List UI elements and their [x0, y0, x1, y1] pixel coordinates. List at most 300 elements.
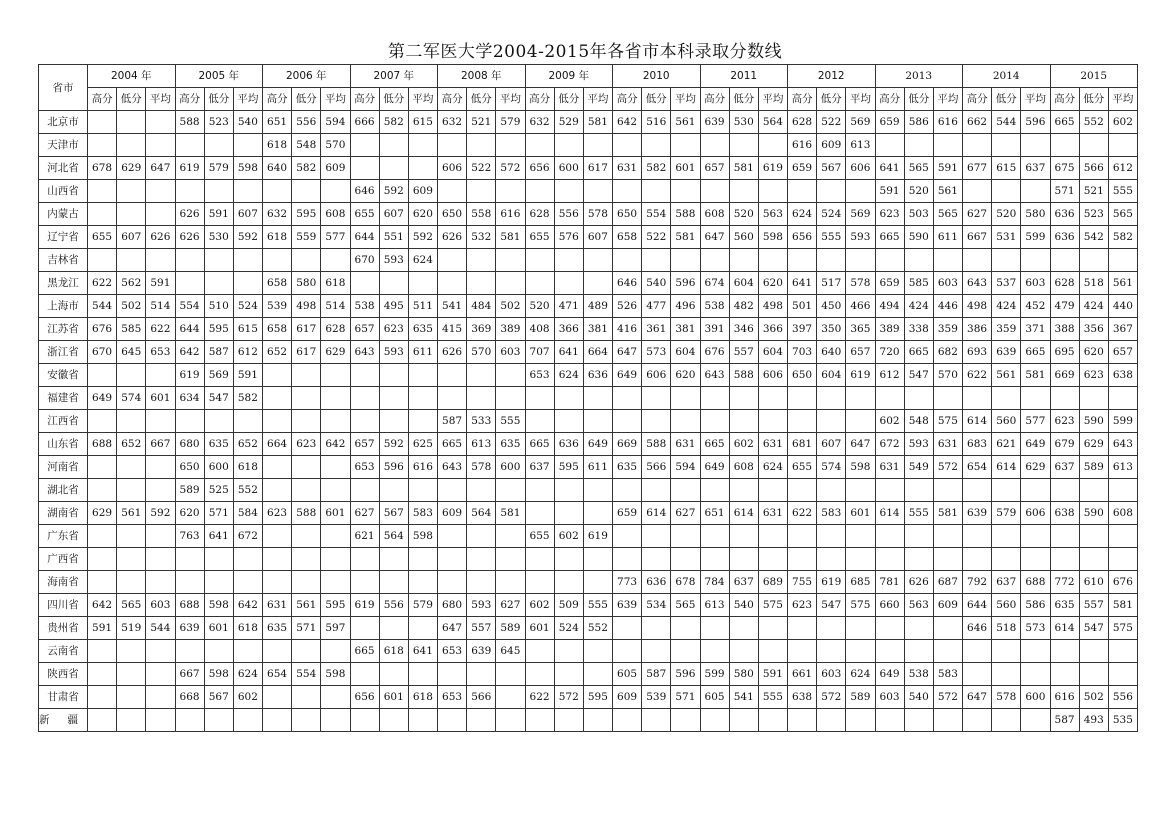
- score-cell: [321, 525, 350, 548]
- score-cell: 369: [467, 318, 496, 341]
- score-cell: 623: [788, 594, 817, 617]
- province-cell: 山西省: [39, 180, 88, 203]
- score-cell: [875, 617, 904, 640]
- year-header: 2012: [788, 65, 876, 88]
- score-cell: 571: [671, 686, 700, 709]
- score-cell: [613, 180, 642, 203]
- score-cell: 643: [1108, 433, 1137, 456]
- score-cell: [904, 249, 933, 272]
- score-cell: [496, 686, 525, 709]
- score-cell: 489: [583, 295, 612, 318]
- score-cell: 628: [1050, 272, 1079, 295]
- score-cell: [408, 387, 437, 410]
- score-cell: 466: [846, 295, 875, 318]
- score-cell: 606: [846, 157, 875, 180]
- score-cell: 598: [321, 663, 350, 686]
- table-row: [39, 364, 1138, 387]
- score-cell: 619: [846, 364, 875, 387]
- score-cell: 645: [496, 640, 525, 663]
- score-cell: 567: [379, 502, 408, 525]
- score-cell: 555: [583, 594, 612, 617]
- score-cell: 552: [1079, 111, 1108, 134]
- score-cell: 688: [88, 433, 117, 456]
- table-row: [39, 226, 1138, 249]
- score-cell: [146, 456, 175, 479]
- score-cell: 601: [671, 157, 700, 180]
- score-cell: 538: [700, 295, 729, 318]
- score-cell: 595: [204, 318, 233, 341]
- score-cell: 575: [1108, 617, 1137, 640]
- score-cell: 389: [496, 318, 525, 341]
- score-cell: 367: [1108, 318, 1137, 341]
- score-cell: 652: [233, 433, 262, 456]
- score-cell: [117, 364, 146, 387]
- sub-header: 高分: [175, 88, 204, 111]
- score-cell: 587: [1050, 709, 1079, 732]
- score-cell: [467, 249, 496, 272]
- score-cell: 590: [1079, 502, 1108, 525]
- score-cell: 672: [875, 433, 904, 456]
- score-cell: 647: [700, 226, 729, 249]
- score-cell: 589: [175, 479, 204, 502]
- score-cell: 563: [904, 594, 933, 617]
- score-cell: [875, 387, 904, 410]
- score-table: [38, 64, 1138, 732]
- score-cell: 579: [496, 111, 525, 134]
- score-cell: 603: [496, 341, 525, 364]
- score-cell: 611: [933, 226, 962, 249]
- score-cell: 602: [1108, 111, 1137, 134]
- score-cell: 520: [729, 203, 758, 226]
- score-cell: [642, 410, 671, 433]
- score-cell: 565: [671, 594, 700, 617]
- score-cell: 599: [1108, 410, 1137, 433]
- score-cell: 622: [88, 272, 117, 295]
- score-cell: [379, 663, 408, 686]
- score-cell: [1108, 548, 1137, 571]
- province-cell: 云南省: [39, 640, 88, 663]
- score-cell: 581: [933, 502, 962, 525]
- score-cell: 570: [321, 134, 350, 157]
- score-cell: 579: [408, 594, 437, 617]
- score-cell: 514: [146, 295, 175, 318]
- score-cell: [204, 249, 233, 272]
- score-cell: 626: [146, 226, 175, 249]
- score-cell: 560: [729, 226, 758, 249]
- score-cell: 567: [817, 157, 846, 180]
- score-cell: [758, 479, 787, 502]
- score-cell: [846, 525, 875, 548]
- province-cell: 海南省: [39, 571, 88, 594]
- score-cell: 571: [292, 617, 321, 640]
- score-cell: [904, 479, 933, 502]
- score-cell: [117, 709, 146, 732]
- score-cell: 665: [525, 433, 554, 456]
- score-cell: [583, 387, 612, 410]
- score-cell: [263, 571, 292, 594]
- score-cell: [1050, 387, 1079, 410]
- score-cell: 636: [642, 571, 671, 594]
- page-title: 第二军医大学2004-2015年各省市本科录取分数线: [387, 42, 783, 62]
- score-cell: 631: [758, 502, 787, 525]
- score-cell: 607: [117, 226, 146, 249]
- score-cell: [350, 272, 379, 295]
- score-cell: [817, 525, 846, 548]
- table-row: [39, 525, 1138, 548]
- score-cell: [146, 364, 175, 387]
- score-cell: [321, 410, 350, 433]
- table-row: [39, 318, 1138, 341]
- score-cell: [467, 272, 496, 295]
- score-cell: [1021, 249, 1050, 272]
- score-cell: 570: [467, 341, 496, 364]
- score-cell: 606: [1021, 502, 1050, 525]
- score-cell: 561: [992, 364, 1021, 387]
- score-cell: [700, 709, 729, 732]
- score-cell: [88, 249, 117, 272]
- score-cell: [263, 387, 292, 410]
- score-cell: 624: [846, 663, 875, 686]
- score-cell: [1050, 249, 1079, 272]
- sub-header: 低分: [204, 88, 233, 111]
- score-cell: [350, 364, 379, 387]
- score-cell: 587: [438, 410, 467, 433]
- score-cell: [554, 663, 583, 686]
- score-cell: [379, 709, 408, 732]
- score-cell: 609: [321, 157, 350, 180]
- score-cell: [642, 709, 671, 732]
- score-cell: [788, 709, 817, 732]
- score-cell: 579: [204, 157, 233, 180]
- score-cell: 668: [175, 686, 204, 709]
- score-cell: 572: [933, 686, 962, 709]
- sub-header: 低分: [554, 88, 583, 111]
- score-cell: 381: [583, 318, 612, 341]
- score-cell: 557: [729, 341, 758, 364]
- score-cell: 604: [817, 364, 846, 387]
- score-cell: [788, 249, 817, 272]
- table-row: [39, 249, 1138, 272]
- score-cell: 600: [204, 456, 233, 479]
- score-cell: 665: [700, 433, 729, 456]
- year-header: 2008 年: [438, 65, 526, 88]
- score-cell: 680: [438, 594, 467, 617]
- score-cell: 338: [904, 318, 933, 341]
- score-cell: 608: [700, 203, 729, 226]
- score-cell: 574: [117, 387, 146, 410]
- province-cell: 湖南省: [39, 502, 88, 525]
- score-cell: 616: [933, 111, 962, 134]
- score-cell: 498: [963, 295, 992, 318]
- score-cell: [1050, 663, 1079, 686]
- score-cell: 647: [963, 686, 992, 709]
- sub-header: 高分: [613, 88, 642, 111]
- score-cell: [146, 686, 175, 709]
- score-cell: [583, 709, 612, 732]
- score-cell: [613, 617, 642, 640]
- score-cell: 627: [350, 502, 379, 525]
- score-cell: [700, 617, 729, 640]
- score-cell: 613: [467, 433, 496, 456]
- score-cell: [438, 663, 467, 686]
- score-cell: 657: [350, 318, 379, 341]
- score-cell: 590: [1079, 410, 1108, 433]
- score-cell: [1108, 134, 1137, 157]
- score-cell: 619: [350, 594, 379, 617]
- score-cell: [321, 180, 350, 203]
- score-cell: 669: [613, 433, 642, 456]
- score-cell: 640: [263, 157, 292, 180]
- score-cell: [788, 387, 817, 410]
- score-cell: 593: [379, 341, 408, 364]
- score-cell: 623: [292, 433, 321, 456]
- score-cell: [817, 180, 846, 203]
- score-cell: 556: [554, 203, 583, 226]
- score-cell: 498: [292, 295, 321, 318]
- score-cell: [408, 571, 437, 594]
- sub-header: 平均: [1021, 88, 1050, 111]
- score-cell: 659: [613, 502, 642, 525]
- score-cell: 649: [613, 364, 642, 387]
- score-cell: [904, 709, 933, 732]
- sub-header: 低分: [1079, 88, 1108, 111]
- score-cell: [671, 387, 700, 410]
- score-cell: 503: [904, 203, 933, 226]
- score-cell: [438, 272, 467, 295]
- score-cell: 601: [846, 502, 875, 525]
- score-cell: [88, 525, 117, 548]
- score-cell: [496, 387, 525, 410]
- score-cell: 646: [963, 617, 992, 640]
- score-cell: 585: [904, 272, 933, 295]
- score-cell: [438, 134, 467, 157]
- sub-header: 高分: [350, 88, 379, 111]
- score-cell: 643: [438, 456, 467, 479]
- score-cell: [292, 709, 321, 732]
- score-cell: 642: [321, 433, 350, 456]
- score-cell: [321, 456, 350, 479]
- score-cell: [933, 548, 962, 571]
- score-cell: 560: [992, 594, 1021, 617]
- score-cell: 529: [554, 111, 583, 134]
- score-cell: [525, 387, 554, 410]
- score-cell: 678: [88, 157, 117, 180]
- score-cell: 637: [1021, 157, 1050, 180]
- score-cell: [729, 709, 758, 732]
- score-cell: [321, 686, 350, 709]
- score-cell: 595: [321, 594, 350, 617]
- score-cell: 676: [88, 318, 117, 341]
- score-cell: 644: [175, 318, 204, 341]
- score-cell: [146, 134, 175, 157]
- score-cell: 547: [1079, 617, 1108, 640]
- score-cell: 609: [438, 502, 467, 525]
- score-cell: [729, 640, 758, 663]
- score-cell: [525, 709, 554, 732]
- score-cell: 541: [729, 686, 758, 709]
- score-cell: [146, 525, 175, 548]
- score-cell: 629: [117, 157, 146, 180]
- score-cell: [204, 709, 233, 732]
- table-row: [39, 272, 1138, 295]
- score-cell: 565: [117, 594, 146, 617]
- score-cell: 620: [758, 272, 787, 295]
- province-cell: 山东省: [39, 433, 88, 456]
- score-cell: [1079, 548, 1108, 571]
- sub-header: 高分: [263, 88, 292, 111]
- score-cell: [758, 180, 787, 203]
- score-cell: [1021, 387, 1050, 410]
- score-cell: [788, 640, 817, 663]
- score-cell: [263, 709, 292, 732]
- score-cell: 649: [700, 456, 729, 479]
- score-cell: 538: [904, 663, 933, 686]
- province-cell: 四川省: [39, 594, 88, 617]
- score-cell: [992, 663, 1021, 686]
- score-cell: [788, 479, 817, 502]
- score-cell: [496, 663, 525, 686]
- score-cell: 498: [758, 295, 787, 318]
- score-cell: [992, 134, 1021, 157]
- score-cell: 510: [204, 295, 233, 318]
- score-cell: [525, 502, 554, 525]
- score-cell: 586: [1021, 594, 1050, 617]
- score-cell: [233, 180, 262, 203]
- score-cell: [175, 709, 204, 732]
- score-cell: [408, 272, 437, 295]
- score-cell: 562: [117, 272, 146, 295]
- score-cell: 614: [1050, 617, 1079, 640]
- score-cell: 617: [583, 157, 612, 180]
- score-cell: 391: [700, 318, 729, 341]
- score-cell: [350, 387, 379, 410]
- score-cell: [467, 571, 496, 594]
- score-cell: 670: [88, 341, 117, 364]
- score-cell: 639: [700, 111, 729, 134]
- score-cell: [233, 548, 262, 571]
- score-cell: 678: [671, 571, 700, 594]
- score-cell: [758, 617, 787, 640]
- score-cell: 667: [146, 433, 175, 456]
- score-cell: [642, 134, 671, 157]
- score-cell: 581: [671, 226, 700, 249]
- score-cell: 655: [525, 226, 554, 249]
- score-cell: 693: [963, 341, 992, 364]
- score-cell: [992, 479, 1021, 502]
- score-cell: [671, 525, 700, 548]
- score-cell: 595: [554, 456, 583, 479]
- province-cell: 广东省: [39, 525, 88, 548]
- score-cell: 637: [729, 571, 758, 594]
- score-cell: 603: [146, 594, 175, 617]
- score-cell: 582: [1108, 226, 1137, 249]
- score-cell: [467, 387, 496, 410]
- score-cell: 655: [88, 226, 117, 249]
- score-cell: 366: [758, 318, 787, 341]
- year-header: 2006 年: [263, 65, 351, 88]
- score-cell: 665: [904, 341, 933, 364]
- score-cell: [467, 479, 496, 502]
- score-cell: [554, 709, 583, 732]
- score-cell: [408, 709, 437, 732]
- score-cell: 617: [292, 318, 321, 341]
- score-cell: 540: [904, 686, 933, 709]
- score-cell: 547: [904, 364, 933, 387]
- score-cell: 424: [1079, 295, 1108, 318]
- score-cell: [146, 410, 175, 433]
- province-cell: 河南省: [39, 456, 88, 479]
- province-column-header: 省市: [39, 65, 88, 111]
- score-cell: [933, 479, 962, 502]
- score-cell: [875, 479, 904, 502]
- score-cell: 604: [729, 272, 758, 295]
- score-cell: 540: [233, 111, 262, 134]
- score-cell: 688: [175, 594, 204, 617]
- score-cell: [846, 479, 875, 502]
- score-cell: 575: [846, 594, 875, 617]
- score-cell: [583, 180, 612, 203]
- score-cell: 579: [992, 502, 1021, 525]
- score-cell: 582: [642, 157, 671, 180]
- score-cell: [554, 410, 583, 433]
- score-cell: [350, 571, 379, 594]
- score-cell: 520: [904, 180, 933, 203]
- score-cell: [554, 134, 583, 157]
- sub-header: 平均: [583, 88, 612, 111]
- province-cell: 黑龙江: [39, 272, 88, 295]
- score-cell: 607: [379, 203, 408, 226]
- score-cell: 600: [1021, 686, 1050, 709]
- score-cell: [642, 249, 671, 272]
- score-cell: [1079, 663, 1108, 686]
- score-cell: 552: [233, 479, 262, 502]
- score-cell: 664: [583, 341, 612, 364]
- score-cell: [904, 548, 933, 571]
- score-cell: [438, 364, 467, 387]
- province-cell: 天津市: [39, 134, 88, 157]
- score-cell: 642: [88, 594, 117, 617]
- score-cell: 518: [1079, 272, 1108, 295]
- score-cell: 381: [671, 318, 700, 341]
- score-cell: 667: [963, 226, 992, 249]
- score-cell: [117, 571, 146, 594]
- sub-header: 低分: [467, 88, 496, 111]
- score-cell: [992, 548, 1021, 571]
- score-cell: 627: [963, 203, 992, 226]
- score-cell: 593: [467, 594, 496, 617]
- score-cell: [350, 709, 379, 732]
- score-cell: 638: [1050, 502, 1079, 525]
- score-cell: [467, 180, 496, 203]
- score-cell: 624: [788, 203, 817, 226]
- score-cell: [379, 387, 408, 410]
- score-cell: [933, 617, 962, 640]
- score-cell: [263, 686, 292, 709]
- score-cell: 547: [817, 594, 846, 617]
- score-cell: [904, 617, 933, 640]
- province-cell: 福建省: [39, 387, 88, 410]
- score-cell: 636: [554, 433, 583, 456]
- table-row: [39, 341, 1138, 364]
- score-cell: 631: [263, 594, 292, 617]
- score-cell: [233, 272, 262, 295]
- score-cell: [321, 364, 350, 387]
- score-cell: 628: [525, 203, 554, 226]
- score-cell: 482: [729, 295, 758, 318]
- score-cell: [496, 479, 525, 502]
- score-cell: [379, 571, 408, 594]
- score-cell: 600: [554, 157, 583, 180]
